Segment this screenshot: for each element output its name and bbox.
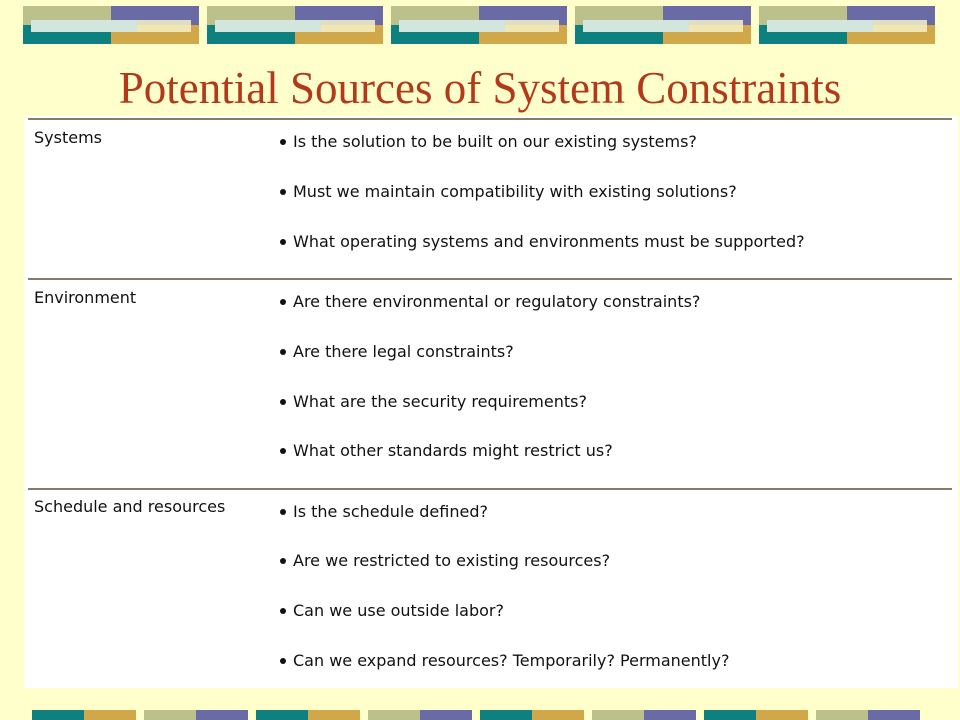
list-item: Must we maintain compatibility with existing solutions? bbox=[280, 182, 737, 201]
list-item: What are the security requirements? bbox=[280, 392, 587, 411]
section-label-schedule: Schedule and resources bbox=[34, 497, 226, 516]
decor-tile bbox=[391, 6, 567, 44]
list-item: What operating systems and environments must be supported? bbox=[280, 232, 805, 251]
table-rule bbox=[28, 278, 952, 280]
bullet-icon bbox=[280, 509, 286, 515]
top-decoration bbox=[0, 0, 960, 46]
list-item: Can we expand resources? Temporarily? Permanently? bbox=[280, 651, 729, 670]
decor-tile bbox=[23, 6, 199, 44]
list-item: Are we restricted to existing resources? bbox=[280, 551, 610, 570]
list-item: Is the solution to be built on our existing systems? bbox=[280, 132, 697, 151]
decor-tile bbox=[207, 6, 383, 44]
decor-tile bbox=[759, 6, 935, 44]
bullet-icon bbox=[280, 239, 286, 245]
list-item: What other standards might restrict us? bbox=[280, 441, 613, 460]
section-label-systems: Systems bbox=[34, 128, 102, 147]
bullet-icon bbox=[280, 608, 286, 614]
section-label-environment: Environment bbox=[34, 288, 137, 307]
list-item: Are there legal constraints? bbox=[280, 342, 514, 361]
bullet-icon bbox=[280, 139, 286, 145]
constraints-table bbox=[24, 116, 958, 688]
bullet-icon bbox=[280, 349, 286, 355]
bullet-icon bbox=[280, 448, 286, 454]
list-item: Are there environmental or regulatory constraints? bbox=[280, 292, 700, 311]
list-item: Can we use outside labor? bbox=[280, 601, 504, 620]
table-rule bbox=[28, 488, 952, 490]
bottom-decoration bbox=[0, 710, 960, 720]
bullet-icon bbox=[280, 399, 286, 405]
decor-tile bbox=[575, 6, 751, 44]
list-item: Is the schedule defined? bbox=[280, 502, 488, 521]
slide-title: Potential Sources of System Constraints bbox=[118, 63, 842, 113]
bullet-icon bbox=[280, 189, 286, 195]
bullet-icon bbox=[280, 558, 286, 564]
bullet-icon bbox=[280, 299, 286, 305]
bullet-icon bbox=[280, 658, 286, 664]
table-rule bbox=[28, 118, 952, 120]
